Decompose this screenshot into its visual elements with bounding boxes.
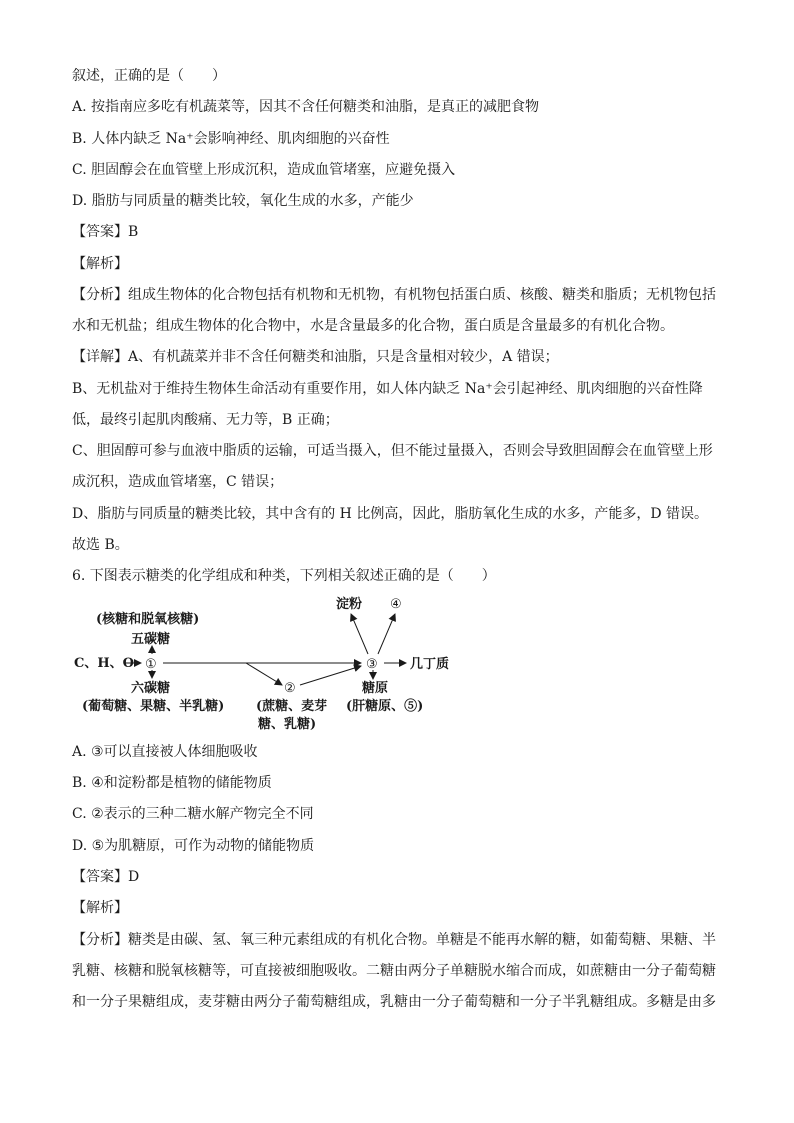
pentose-members-label: (核糖和脱氧核糖) [96,612,200,627]
q6-analysis-line-1: 【分析】糖类是由碳、氢、氧三种元素组成的有机化合物。单糖是不能再水解的糖，如葡萄糖、果糖、半 [72,932,716,948]
q5-option-b: B. 人体内缺乏 Na⁺会影响神经、肌肉细胞的兴奋性 [72,131,390,147]
node-4: ④ [390,597,402,612]
q6-option-a: A. ③可以直接被人体细胞吸收 [72,744,258,760]
q5-analysis-line-2: 水和无机盐；组成生物体的化合物中，水是含量最多的化合物，蛋白质是含量最多的有机化合物。 [72,318,674,334]
pentose-label: 五碳糖 [131,632,171,647]
disaccharides-label-1: (蔗糖、麦芽 [256,699,328,714]
glycogen-label: 糖原 [362,681,389,696]
starch-label: 淀粉 [336,597,363,612]
node-2: ② [284,681,296,696]
disaccharides-label-2: 糖、乳糖) [258,717,317,732]
q5-stem-tail: 叙述，正确的是（ ） [72,68,226,84]
q6-option-b: B. ④和淀粉都是植物的储能物质 [72,775,272,791]
glycogen-members-label: (肝糖原、⑤) [346,699,424,714]
q5-option-c: C. 胆固醇会在血管壁上形成沉积，造成血管堵塞，应避免摄入 [72,162,456,178]
q5-detail-line-3: 低，最终引起肌肉酸痛、无力等，B 正确； [72,412,339,428]
q5-option-d: D. 脂肪与同质量的糖类比较，氧化生成的水多，产能少 [72,193,414,209]
q5-option-a: A. 按指南应多吃有机蔬菜等，因其不含任何糖类和油脂，是真正的减肥食物 [72,99,540,115]
carbohydrate-diagram [0,590,794,740]
q5-analysis-line-1: 【分析】组成生物体的化合物包括有机物和无机物，有机物包括蛋白质、核酸、糖类和脂质；无机物包括 [72,287,716,303]
q5-answer: 【答案】B [72,224,139,240]
node-1: ① [145,657,157,672]
q6-analysis-line-2: 乳糖、核糖和脱氧核糖等，可直接被细胞吸收。二糖由两分子单糖脱水缩合而成，如蔗糖由一分子葡萄糖 [72,963,716,979]
q5-detail-line-4: C、胆固醇可参与血液中脂质的运输，可适当摄入，但不能过量摄入，否则会导致胆固醇会在血管壁上形 [72,443,713,459]
q6-analysis-label: 【解析】 [72,900,128,916]
q5-analysis-label: 【解析】 [72,256,128,272]
node-3: ③ [366,657,378,672]
hexose-members-label: (葡萄糖、果糖、半乳糖) [82,699,225,714]
q5-detail-line-1: 【详解】A、有机蔬菜并非不含任何糖类和油脂，只是含量相对较少，A 错误； [72,349,559,365]
q6-option-c: C. ②表示的三种二糖水解产物完全不同 [72,806,314,822]
q6-answer: 【答案】D [72,869,140,885]
arrow-2-to-3 [300,666,361,685]
arrow-3-to-starch [351,614,368,654]
arrow-3-to-4 [378,614,395,654]
q5-detail-line-2: B、无机盐对于维持生物体生命活动有重要作用，如人体内缺乏 Na⁺会引起神经、肌肉细胞的兴奋性降 [72,381,703,397]
arrow-1-to-2 [246,663,282,685]
q5-detail-line-5: 成沉积，造成血管堵塞，C 错误； [72,474,284,490]
q6-analysis-line-3: 和一分子果糖组成，麦芽糖由两分子葡萄糖组成，乳糖由一分子葡萄糖和一分子半乳糖组成。多糖是由多 [72,994,716,1010]
hexose-label: 六碳糖 [131,681,171,696]
q6-option-d: D. ⑤为肌糖原，可作为动物的储能物质 [72,838,315,854]
q5-detail-line-6: D、脂肪与同质量的糖类比较，其中含有的 H 比例高，因此，脂肪氧化生成的水多，产能多，D 错误。 [72,506,709,522]
elements-label: C、H、O [74,656,134,671]
q6-stem: 6. 下图表示糖类的化学组成和种类，下列相关叙述正确的是（ ） [72,568,496,584]
chitin-label: 几丁质 [410,657,450,672]
q5-detail-line-7: 故选 B。 [72,537,129,553]
